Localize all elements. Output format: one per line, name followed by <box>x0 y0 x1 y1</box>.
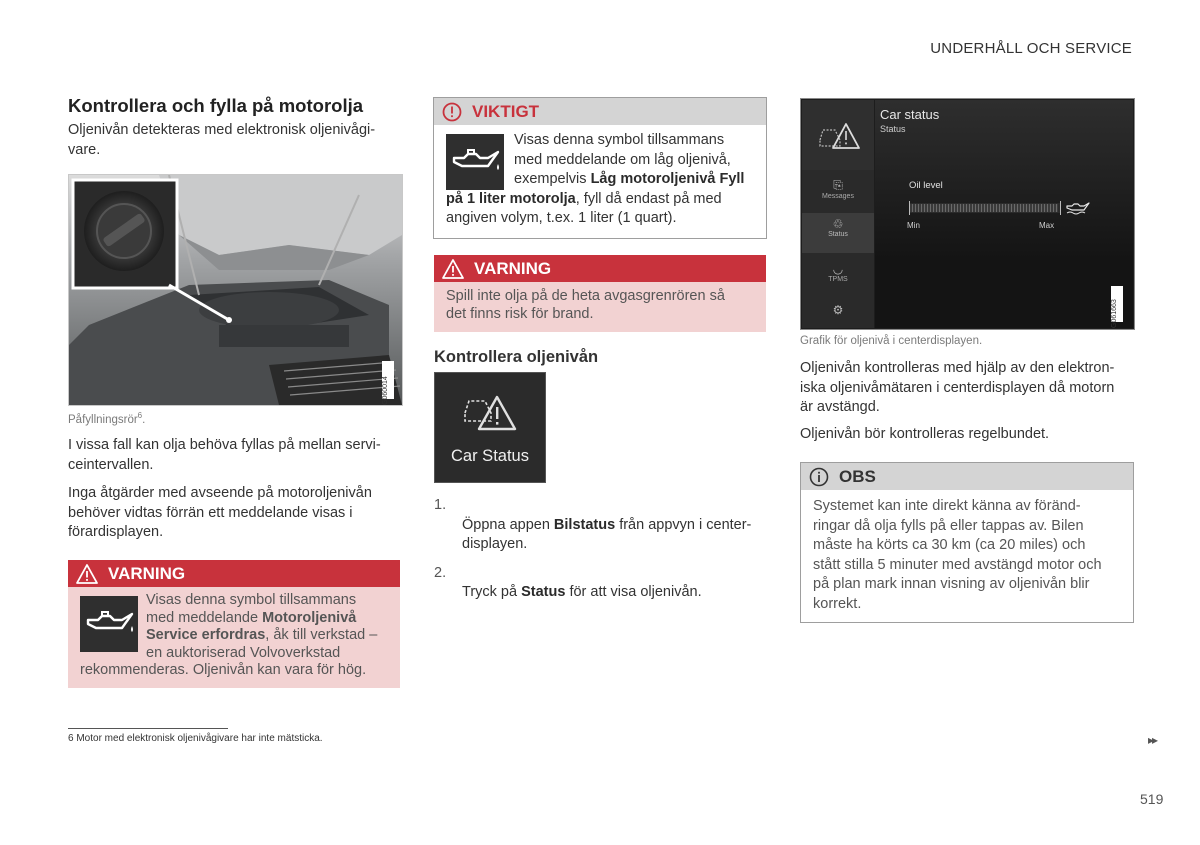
footnote-divider <box>68 728 228 729</box>
intro-text: Oljenivån detekteras med elektronisk oljenivågi- vare. <box>68 122 376 158</box>
display-caption: Grafik för oljenivå i centerdisplayen. <box>800 335 983 347</box>
sidebar-item-messages[interactable]: ⎘ Messages <box>802 178 874 214</box>
paragraph-electronic-gauge: Oljenivån kontrolleras med hjälp av den elektron- iska oljenivåmätaren i centerdisplayen då motorn är avstängd. <box>800 360 1115 415</box>
center-display-graphic <box>800 98 1135 330</box>
screen-title: Car status <box>880 107 940 122</box>
sidebar-item-status[interactable]: ♲ Status <box>802 213 874 253</box>
paragraph-no-action: Inga åtgärder med avseende på motoroljenivån behöver vidtas förrän ett meddelande visas i förardisplayen. <box>68 485 372 540</box>
warning-header: VARNING <box>434 255 766 282</box>
car-warning-icon <box>802 100 874 170</box>
oil-can-icon <box>1065 198 1091 221</box>
important-header: VIKTIGT <box>434 98 766 125</box>
screen-subtitle: Status <box>880 124 906 134</box>
info-circle-icon <box>809 467 829 487</box>
step-list <box>434 496 769 603</box>
footnote: 6 Motor med elektronisk oljenivågivare har inte mätsticka. <box>68 733 323 744</box>
sidebar-item-tpms[interactable]: ◡ TPMS <box>802 262 874 298</box>
obs-note-box: OBS Systemet kan inte direkt känna av föränd- ringar då olja fylls på eller tappas av. Bilen måste ha körts ca 30 km (ca 20 miles) och stått stilla 5 minuter med avstängd motor och på plan mark innan visning av oljenivån blir korrekt. <box>800 462 1134 623</box>
car-warning-icon <box>435 373 545 443</box>
status-icon: ♲ <box>832 217 844 231</box>
car-status-app-tile: Car Status <box>434 372 546 483</box>
screen-sidebar <box>802 100 874 328</box>
photo-caption: Påfyllningsrör$^6$. <box>68 411 146 426</box>
warning-header: VARNING <box>68 560 400 587</box>
gauge-max-label: Max <box>1039 221 1055 230</box>
service-icon[interactable]: ⚙ <box>832 303 844 317</box>
section-header: UNDERHÅLL OCH SERVICE <box>930 40 1132 57</box>
engine-bay-photo <box>68 174 403 406</box>
step-item: 2. Tryck på Status för att visa oljenivån. <box>434 564 702 600</box>
exclamation-circle-icon <box>442 102 462 122</box>
important-box: VIKTIGT Visas denna symbol tillsammans med meddelande om låg oljenivå, exempelvis Låg motoroljenivå Fyll på 1 liter motorolja, fyll då endast på med angiven volym, t.ex. 1 liter (1 quart). <box>433 97 767 239</box>
step-item: 1. Öppna appen Bilstatus från appvyn i center- displayen. <box>434 497 752 552</box>
paragraph-service-interval: I vissa fall kan olja behöva fyllas på mellan servi- ceintervallen. <box>68 437 381 473</box>
messages-icon: ⎘ <box>833 178 843 192</box>
oil-level-label: Oil level <box>909 180 943 191</box>
screen-main <box>875 100 1133 328</box>
gauge-min-label: Min <box>907 221 920 230</box>
warning-box-fire: VARNING Spill inte olja på de heta avgasgrenrören så det finns risk för brand. <box>434 255 766 332</box>
subheading-check-oil: Kontrollera oljenivån <box>434 348 599 366</box>
paragraph-check-regularly: Oljenivån bör kontrolleras regelbundet. <box>800 426 1050 442</box>
page-number: 519 <box>1140 791 1164 807</box>
tpms-icon: ◡ <box>832 262 844 276</box>
warning-triangle-icon <box>442 259 464 279</box>
obs-header: OBS <box>801 463 1133 490</box>
warning-box-oil-high: VARNING Visas denna symbol tillsammans med meddelande Motoroljenivå Service erfordras, åk till verkstad – en auktoriserad Volvoverkstad rekommenderas. Oljenivån kan vara för hög. <box>68 560 400 688</box>
photo-code-label: G060014 <box>382 361 394 399</box>
engine-bay-illustration <box>69 175 402 405</box>
warning-triangle-icon <box>76 564 98 584</box>
sidebar-car-warning <box>802 100 874 170</box>
screen-code-label: G061663 <box>1111 286 1123 322</box>
page-title: Kontrollera och fylla på motorolja <box>68 95 364 116</box>
oil-level-gauge <box>909 203 1061 213</box>
next-page-arrow-icon[interactable]: ▸▸ <box>1148 733 1157 747</box>
oil-level-fill <box>909 204 1058 212</box>
